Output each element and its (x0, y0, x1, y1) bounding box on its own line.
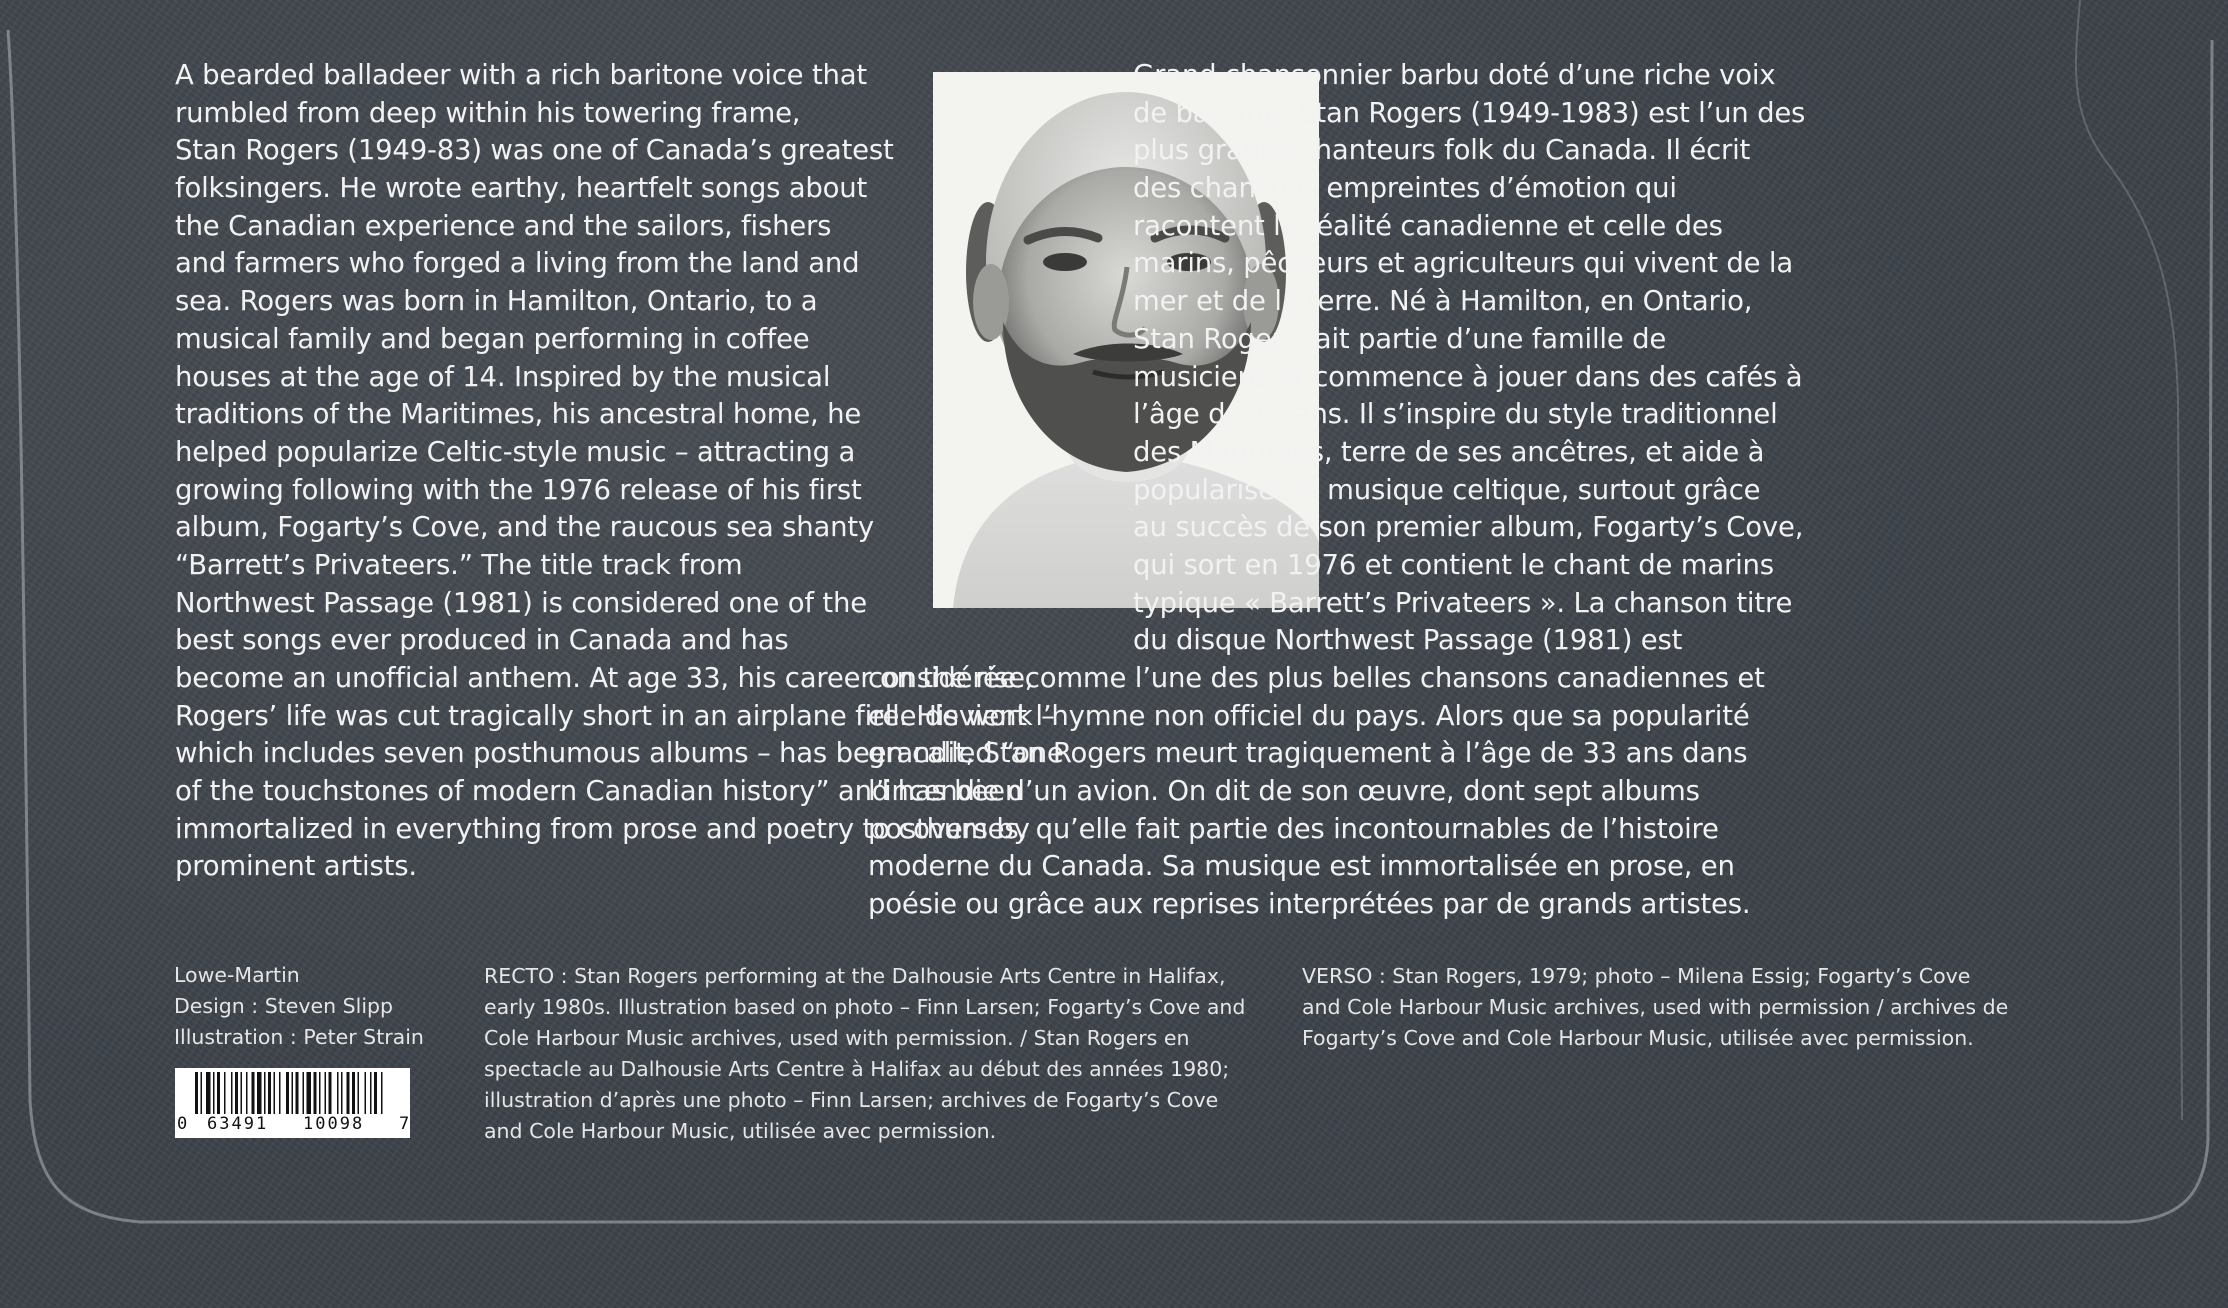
barcode-bar (352, 1072, 355, 1114)
text-line: best songs ever produced in Canada and has (175, 624, 789, 657)
barcode-bar (268, 1072, 271, 1114)
barcode-bar (241, 1072, 243, 1114)
barcode-bar (337, 1072, 339, 1114)
text-line: grandit, Stan Rogers meurt tragiquement à l’âge de 33 ans dans (868, 737, 1748, 770)
text-line: Stan Rogers (1949-83) was one of Canada’s greatest (175, 134, 894, 167)
barcode-bar (292, 1072, 294, 1114)
barcode-number (175, 1114, 410, 1138)
barcode-bar (381, 1072, 383, 1114)
text-line: album, Fogarty’s Cove, and the raucous sea shanty (175, 511, 875, 544)
barcode-bar (274, 1072, 276, 1114)
credit-line: RECTO : Stan Rogers performing at the Dalhousie Arts Centre in Halifax, (484, 964, 1226, 988)
barcode-digits-left: 63491 (207, 1114, 269, 1134)
text-line: immortalized in everything from prose and poetry to covers by (175, 812, 1030, 845)
text-line: mer et de la terre. Né à Hamilton, en Ontario, (1133, 285, 1753, 318)
credit-line: Design : Steven Slipp (174, 994, 394, 1018)
text-line: marins, pêcheurs et agriculteurs qui vivent de la (1133, 247, 1794, 280)
barcode-bar (224, 1072, 226, 1114)
credit-line: spectacle au Dalhousie Arts Centre à Halifax au début des années 1980; (484, 1057, 1230, 1081)
barcode-bar (217, 1072, 220, 1114)
credit-line: VERSO : Stan Rogers, 1979; photo – Milena Essig; Fogarty’s Cove (1302, 964, 1971, 988)
recto-credits (484, 961, 1245, 1147)
text-line: Stan Rogers fait partie d’une famille de (1133, 322, 1667, 355)
text-line: traditions of the Maritimes, his ancestral home, he (175, 398, 862, 431)
barcode-bar (252, 1072, 255, 1114)
text-line: au succès de son premier album, Fogarty’s Cove, (1133, 511, 1804, 544)
barcode-bar (235, 1072, 238, 1114)
text-line: du disque Northwest Passage (1981) est (1133, 624, 1683, 657)
barcode-bar (264, 1072, 266, 1114)
text-line: l’âge de 14 ans. Il s’inspire du style traditionnel (1133, 398, 1778, 431)
barcode-bars (175, 1068, 410, 1116)
barcode-bar (195, 1072, 198, 1114)
text-line: sea. Rogers was born in Hamilton, Ontario, to a (175, 285, 818, 318)
text-line: populariser la musique celtique, surtout grâce (1133, 473, 1761, 506)
barcode-bar (279, 1072, 281, 1114)
text-line: posthumes, qu’elle fait partie des incontournables de l’histoire (868, 812, 1719, 845)
text-line: musical family and began performing in coffee (175, 322, 810, 355)
credit-line: Illustration : Peter Strain (174, 1025, 424, 1049)
barcode-bar (341, 1072, 343, 1114)
barcode-bar (206, 1072, 211, 1114)
text-line: prominent artists. (175, 850, 417, 883)
text-line: Grand chansonnier barbu doté d’une riche voix (1133, 59, 1776, 91)
text-line: typique « Barrett’s Privateers ». La chanson titre (1133, 586, 1793, 619)
text-line: houses at the age of 14. Inspired by the musical (175, 360, 831, 393)
text-line: plus grands chanteurs folk du Canada. Il écrit (1133, 134, 1751, 167)
credit-line: Lowe-Martin (174, 963, 300, 987)
barcode-bar (358, 1072, 360, 1114)
barcode-bar (213, 1072, 215, 1114)
credit-line: Fogarty’s Cove and Cole Harbour Music, utilisée avec permission. (1302, 1026, 1974, 1050)
barcode-bar (246, 1072, 248, 1114)
french-description (868, 57, 1806, 924)
text-line: de baryton, Stan Rogers (1949-1983) est l’un des (1133, 96, 1806, 129)
verso-credits (1302, 961, 2008, 1054)
text-line: qui sort en 1976 et contient le chant de marins (1133, 548, 1774, 581)
text-line: Northwest Passage (1981) is considered one of the (175, 586, 867, 619)
text-line: and farmers who forged a living from the land and (175, 247, 860, 280)
barcode-bar (347, 1072, 350, 1114)
text-line: folksingers. He wrote earthy, heartfelt songs about (175, 172, 868, 205)
barcode-bar (365, 1072, 367, 1114)
barcode-bar (314, 1072, 317, 1114)
barcode-bar (296, 1072, 299, 1114)
text-line: elle devient l’hymne non officiel du pays. Alors que sa popularité (868, 699, 1750, 732)
barcode-bar (374, 1072, 377, 1114)
barcode-bar (257, 1072, 262, 1114)
text-line: des Maritimes, terre de ses ancêtres, et aide à (1133, 435, 1765, 468)
credit-line: and Cole Harbour Music archives, used with permission / archives de (1302, 995, 2009, 1019)
barcode-digit-first: 0 (177, 1114, 188, 1134)
text-line: racontent la réalité canadienne et celle des (1133, 209, 1723, 242)
barcode-bar (307, 1072, 312, 1114)
text-line: l’incendie d’un avion. On dit de son œuvre, dont sept albums (868, 775, 1700, 808)
text-line: growing following with the 1976 release of his first (175, 473, 862, 506)
text-line: Rogers’ life was cut tragically short in an airplane fire. His work – (175, 699, 1055, 732)
barcode-bar (319, 1072, 321, 1114)
credit-line: Cole Harbour Music archives, used with permission. / Stan Rogers en (484, 1026, 1190, 1050)
barcode-bar (231, 1072, 233, 1114)
barcode-bar (370, 1072, 372, 1114)
text-line: which includes seven posthumous albums – has been called “one (175, 737, 1064, 770)
text-line: A bearded balladeer with a rich baritone voice that (175, 59, 867, 91)
text-line: “Barrett’s Privateers.” The title track from (175, 548, 743, 581)
text-line: moderne du Canada. Sa musique est immortalisée en prose, en (868, 850, 1735, 883)
credit-line: and Cole Harbour Music, utilisée avec permission. (484, 1119, 997, 1143)
text-line: considérée comme l’une des plus belles chansons canadiennes et (868, 662, 1765, 694)
credit-line: early 1980s. Illustration based on photo – Finn Larsen; Fogarty’s Cove and (484, 995, 1246, 1019)
barcode-bar (201, 1072, 203, 1114)
text-line: rumbled from deep within his towering frame, (175, 96, 801, 129)
barcode-bar (329, 1072, 332, 1114)
barcode-bar (286, 1072, 289, 1114)
text-line: of the touchstones of modern Canadian history” and has been (175, 775, 1023, 808)
text-line: helped popularize Celtic-style music – attracting a (175, 435, 856, 468)
barcode-bar (325, 1072, 327, 1114)
credit-line: illustration d’après une photo – Finn Larsen; archives de Fogarty’s Cove (484, 1088, 1219, 1112)
printer-design-credits (174, 960, 424, 1053)
text-line: musiciens et commence à jouer dans des cafés à (1133, 360, 1803, 393)
barcode-digit-last: 7 (399, 1114, 410, 1134)
barcode-digits-right: 10098 (303, 1114, 365, 1134)
text-line: become an unofficial anthem. At age 33, his career on the rise, (175, 662, 1034, 694)
text-line: des chansons empreintes d’émotion qui (1133, 172, 1677, 205)
barcode-bar (303, 1072, 305, 1114)
text-line: poésie ou grâce aux reprises interprétées par de grands artistes. (868, 888, 1751, 921)
text-line: the Canadian experience and the sailors, fishers (175, 209, 832, 242)
